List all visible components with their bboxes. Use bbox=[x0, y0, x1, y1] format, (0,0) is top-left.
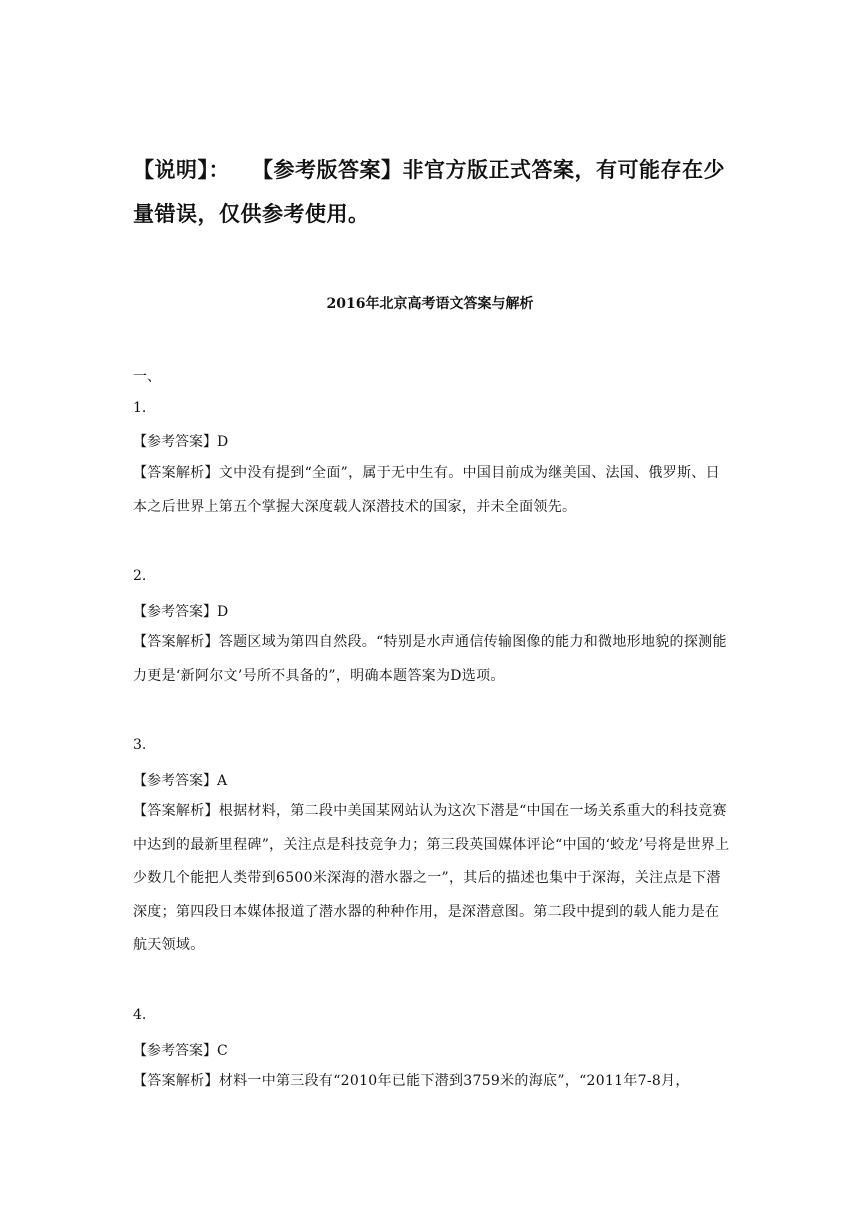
reference-answer: 【参考答案】A bbox=[133, 773, 228, 789]
question-number: 2. bbox=[133, 568, 147, 584]
question-number: 3. bbox=[133, 737, 147, 753]
question-number: 4. bbox=[133, 1007, 147, 1023]
reference-answer: 【参考答案】D bbox=[133, 434, 229, 450]
answer-analysis: 【答案解析】答题区域为第四自然段。“特别是水声通信传输图像的能力和微地形地貌的探测能力更是‘新阿尔文’号所不具备的”，明确本题答案为D选项。 bbox=[133, 634, 727, 684]
notice-label: 【说明】： bbox=[133, 158, 230, 182]
section-marker: 一、 bbox=[133, 369, 161, 385]
question-number: 1. bbox=[133, 400, 147, 416]
reference-answer: 【参考答案】D bbox=[133, 604, 229, 620]
reference-answer: 【参考答案】C bbox=[133, 1043, 228, 1059]
disclaimer-notice bbox=[133, 148, 733, 236]
notice-text: 【参考版答案】非官方版正式答案，有可能存在少量错误，仅供参考使用。 bbox=[133, 158, 725, 226]
answer-analysis: 【答案解析】根据材料，第二段中美国某网站认为这次下潜是“中国在一场关系重大的科技竞赛中达到的最新里程碑”，关注点是科技竞争力；第三段英国媒体评论“中国的‘蛟龙’号将是世界上少数几个能把人类带到6500米深海的潜水器之一”，其后的描述也集中于深海，关注点是下潜深度；第四段日本媒体报道了潜水器的种种作用，是深潜意图。第二段中提到的载人能力是在航天领域。 bbox=[133, 803, 730, 953]
answer-analysis: 【答案解析】材料一中第三段有“2010年已能下潜到3759米的海底”，“2011年7-8月， bbox=[133, 1073, 690, 1089]
document-title: 2016年北京高考语文答案与解析 bbox=[326, 296, 534, 312]
answer-analysis: 【答案解析】文中没有提到“全面”，属于无中生有。中国目前成为继美国、法国、俄罗斯、日本之后世界上第五个掌握大深度载人深潜技术的国家，并未全面领先。 bbox=[133, 465, 720, 515]
